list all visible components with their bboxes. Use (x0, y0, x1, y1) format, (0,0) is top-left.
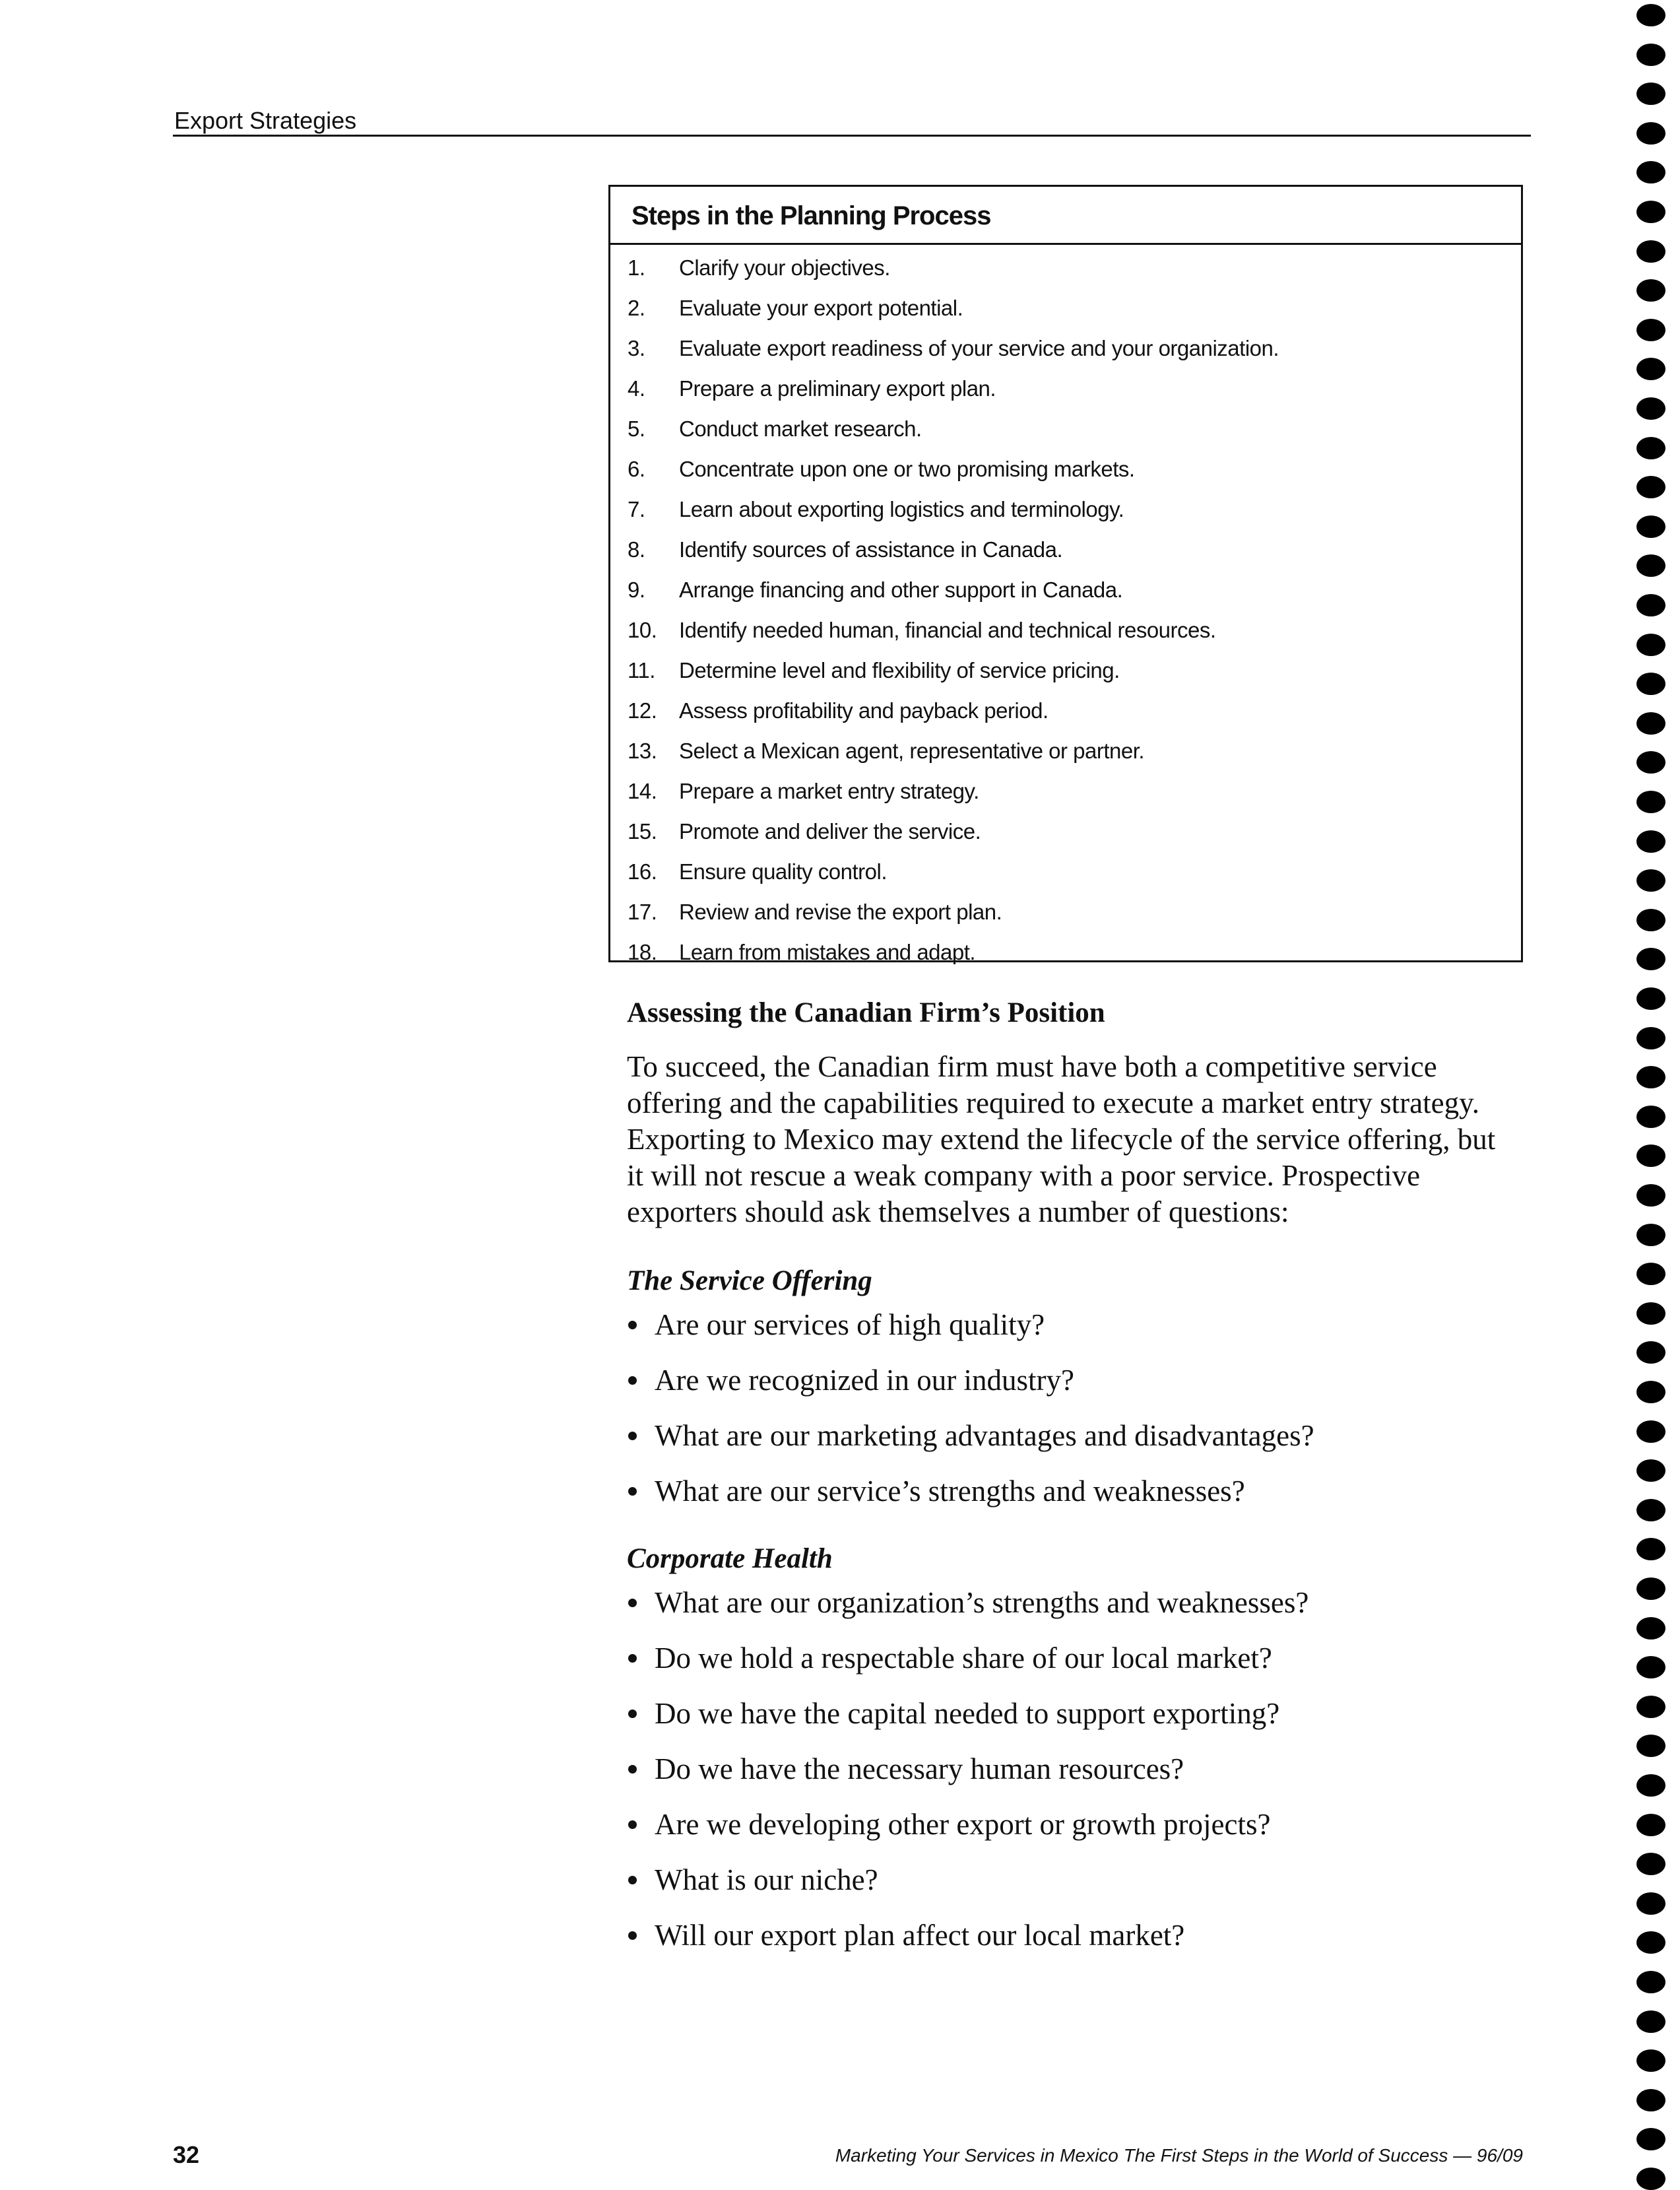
list-item (627, 1306, 1537, 1362)
bullet-text: Will our export plan affect our local market? (655, 1919, 1185, 1952)
binding-hole-icon (1636, 1302, 1665, 1325)
bullet-icon (628, 1709, 637, 1718)
binding-hole-icon (1636, 2010, 1665, 2033)
step-text: Clarify your objectives. (679, 255, 890, 280)
bullet-text: Are we recognized in our industry? (655, 1364, 1075, 1397)
step-text: Select a Mexican agent, representative or partner. (679, 739, 1145, 763)
bullet-icon (628, 1487, 637, 1496)
step-number: 15. (628, 819, 657, 844)
bullet-text: Do we have the capital needed to support exporting? (655, 1697, 1280, 1730)
binding-hole-icon (1636, 594, 1665, 616)
list-item (627, 1417, 1537, 1473)
step-item (610, 853, 1521, 893)
step-item (610, 732, 1521, 772)
binding-hole-icon (1636, 83, 1665, 105)
paragraph-line: it will not rescue a weak company with a poor service. Prospective (627, 1159, 1421, 1192)
bullet-text: What are our organization’s strengths and weaknesses? (655, 1586, 1309, 1619)
step-item (610, 289, 1521, 329)
step-text: Evaluate export readiness of your service and your organization. (679, 336, 1279, 360)
step-number: 2. (628, 296, 645, 320)
step-number: 9. (628, 578, 645, 602)
binding-hole-icon (1636, 1892, 1665, 1915)
bullet-text: Do we have the necessary human resources? (655, 1752, 1184, 1785)
service-offering-heading: The Service Offering (627, 1265, 872, 1296)
step-number: 1. (628, 255, 645, 280)
step-text: Concentrate upon one or two promising markets. (679, 457, 1135, 481)
step-item (610, 651, 1521, 692)
step-text: Arrange financing and other support in Canada. (679, 578, 1123, 602)
binding-hole-icon (1636, 240, 1665, 263)
section-heading: Assessing the Canadian Firm’s Position (627, 997, 1105, 1028)
binding-hole-icon (1636, 1656, 1665, 1678)
binding-hole-icon (1636, 1853, 1665, 1875)
binding-hole-icon (1636, 1499, 1665, 1521)
binding-hole-icon (1636, 358, 1665, 380)
step-item (610, 893, 1521, 933)
bullet-text: Are our services of high quality? (655, 1308, 1045, 1341)
step-item (610, 410, 1521, 450)
step-text: Prepare a market entry strategy. (679, 779, 979, 803)
list-item (627, 1861, 1537, 1917)
steps-list (610, 245, 1521, 974)
binding-hole-icon (1636, 1106, 1665, 1128)
bullet-icon (628, 1654, 637, 1663)
service-offering-list (627, 1306, 1537, 1528)
steps-box (608, 185, 1523, 962)
binding-hole-icon (1636, 1617, 1665, 1640)
binding-hole-icon (1636, 948, 1665, 970)
binding-hole-icon (1636, 161, 1665, 183)
binding-hole-icon (1636, 1145, 1665, 1167)
binding-hole-icon (1636, 1696, 1665, 1718)
list-item (627, 1806, 1537, 1861)
step-number: 12. (628, 698, 657, 723)
binding-hole-icon (1636, 554, 1665, 577)
bullet-icon (628, 1765, 637, 1774)
paragraph-line: exporters should ask themselves a number of questions: (627, 1195, 1289, 1228)
binding-hole-icon (1636, 2089, 1665, 2111)
binding-hole-icon (1636, 1735, 1665, 1757)
binding-hole-icon (1636, 751, 1665, 774)
bullet-text: What are our service’s strengths and weaknesses? (655, 1475, 1245, 1508)
binding-hole-icon (1636, 1027, 1665, 1049)
bullet-icon (628, 1432, 637, 1440)
binding-hole-icon (1636, 1577, 1665, 1600)
binding-hole-icon (1636, 712, 1665, 735)
binding-hole-icon (1636, 791, 1665, 813)
binding-hole-icon (1636, 1224, 1665, 1246)
bullet-icon (628, 1376, 637, 1385)
binding-hole-icon (1636, 1931, 1665, 1954)
step-text: Conduct market research. (679, 416, 922, 441)
corporate-health-list (627, 1584, 1537, 1972)
step-number: 18. (628, 940, 657, 964)
binding-hole-icon (1636, 869, 1665, 892)
binding-hole-icon (1636, 1971, 1665, 1993)
list-item (627, 1640, 1537, 1695)
intro-paragraph (627, 1049, 1537, 1230)
step-text: Learn from mistakes and adapt. (679, 940, 976, 964)
step-item (610, 692, 1521, 732)
bullet-icon (628, 1820, 637, 1829)
binding-hole-icon (1636, 2128, 1665, 2150)
step-number: 4. (628, 376, 645, 401)
list-item (627, 1362, 1537, 1417)
main-content (627, 997, 1537, 1987)
step-number: 5. (628, 416, 645, 441)
binding-hole-icon (1636, 987, 1665, 1010)
step-item (610, 450, 1521, 490)
list-item (627, 1695, 1537, 1750)
section-label: Export Strategies (174, 107, 357, 134)
step-text: Review and revise the export plan. (679, 900, 1002, 924)
step-text: Determine level and flexibility of service pricing. (679, 658, 1120, 682)
binding-hole-icon (1636, 1263, 1665, 1285)
binding-hole-icon (1636, 673, 1665, 695)
step-number: 10. (628, 618, 657, 642)
step-number: 17. (628, 900, 657, 924)
binding-hole-icon (1636, 1814, 1665, 1836)
binding-hole-icon (1636, 909, 1665, 931)
step-item (610, 813, 1521, 853)
list-item (627, 1584, 1537, 1640)
bullet-text: Are we developing other export or growth projects? (655, 1808, 1271, 1841)
step-number: 6. (628, 457, 645, 481)
step-text: Ensure quality control. (679, 859, 888, 884)
binding-hole-icon (1636, 319, 1665, 341)
binding-hole-icon (1636, 397, 1665, 420)
bullet-icon (628, 1876, 637, 1884)
step-item (610, 571, 1521, 611)
binding-hole-icon (1636, 1341, 1665, 1364)
binding-hole-icon (1636, 279, 1665, 302)
list-item (627, 1917, 1537, 1972)
step-number: 11. (628, 658, 655, 682)
step-text: Prepare a preliminary export plan. (679, 376, 996, 401)
binding-hole-icon (1636, 1066, 1665, 1088)
step-item (610, 531, 1521, 571)
bullet-text: What are our marketing advantages and disadvantages? (655, 1419, 1314, 1452)
binding-hole-icon (1636, 437, 1665, 459)
publication-title: Marketing Your Services in Mexico The First Steps in the World of Success — 96/09 (835, 2145, 1523, 2166)
step-item (610, 933, 1521, 974)
step-text: Identify needed human, financial and technical resources. (679, 618, 1216, 642)
binding-hole-icon (1636, 122, 1665, 145)
step-number: 13. (628, 739, 657, 763)
bullet-icon (628, 1931, 637, 1940)
step-number: 8. (628, 537, 645, 562)
step-text: Identify sources of assistance in Canada. (679, 537, 1063, 562)
step-number: 14. (628, 779, 657, 803)
step-number: 3. (628, 336, 645, 360)
paragraph-line: Exporting to Mexico may extend the lifecycle of the service offering, but (627, 1123, 1496, 1156)
step-text: Promote and deliver the service. (679, 819, 981, 844)
step-item (610, 329, 1521, 370)
binding-hole-icon (1636, 634, 1665, 656)
bullet-icon (628, 1599, 637, 1607)
page-header (173, 99, 1531, 137)
binding-hole-icon (1636, 1459, 1665, 1482)
step-number: 16. (628, 859, 657, 884)
page-number: 32 (173, 2141, 200, 2168)
step-item (610, 490, 1521, 531)
bullet-icon (628, 1321, 637, 1329)
spiral-binding (1636, 0, 1669, 2187)
binding-hole-icon (1636, 1538, 1665, 1560)
step-item (610, 772, 1521, 813)
corporate-health-heading: Corporate Health (627, 1543, 833, 1574)
step-text: Learn about exporting logistics and terminology. (679, 497, 1124, 521)
binding-hole-icon (1636, 1381, 1665, 1403)
binding-hole-icon (1636, 2049, 1665, 2072)
step-item (610, 249, 1521, 289)
binding-hole-icon (1636, 830, 1665, 853)
step-text: Evaluate your export potential. (679, 296, 963, 320)
step-number: 7. (628, 497, 645, 521)
paragraph-line: offering and the capabilities required to execute a market entry strategy. (627, 1086, 1479, 1119)
binding-hole-icon (1636, 1184, 1665, 1207)
paragraph-line: To succeed, the Canadian firm must have both a competitive service (627, 1050, 1437, 1083)
binding-hole-icon (1636, 515, 1665, 538)
binding-hole-icon (1636, 1774, 1665, 1797)
step-item (610, 611, 1521, 651)
steps-box-title: Steps in the Planning Process (610, 187, 1521, 245)
list-item (627, 1750, 1537, 1806)
bullet-text: Do we hold a respectable share of our local market? (655, 1642, 1272, 1675)
step-item (610, 370, 1521, 410)
step-text: Assess profitability and payback period. (679, 698, 1049, 723)
list-item (627, 1473, 1537, 1528)
binding-hole-icon (1636, 1420, 1665, 1443)
bullet-text: What is our niche? (655, 1863, 878, 1896)
binding-hole-icon (1636, 476, 1665, 498)
binding-hole-icon (1636, 4, 1665, 26)
binding-hole-icon (1636, 201, 1665, 223)
binding-hole-icon (1636, 44, 1665, 66)
